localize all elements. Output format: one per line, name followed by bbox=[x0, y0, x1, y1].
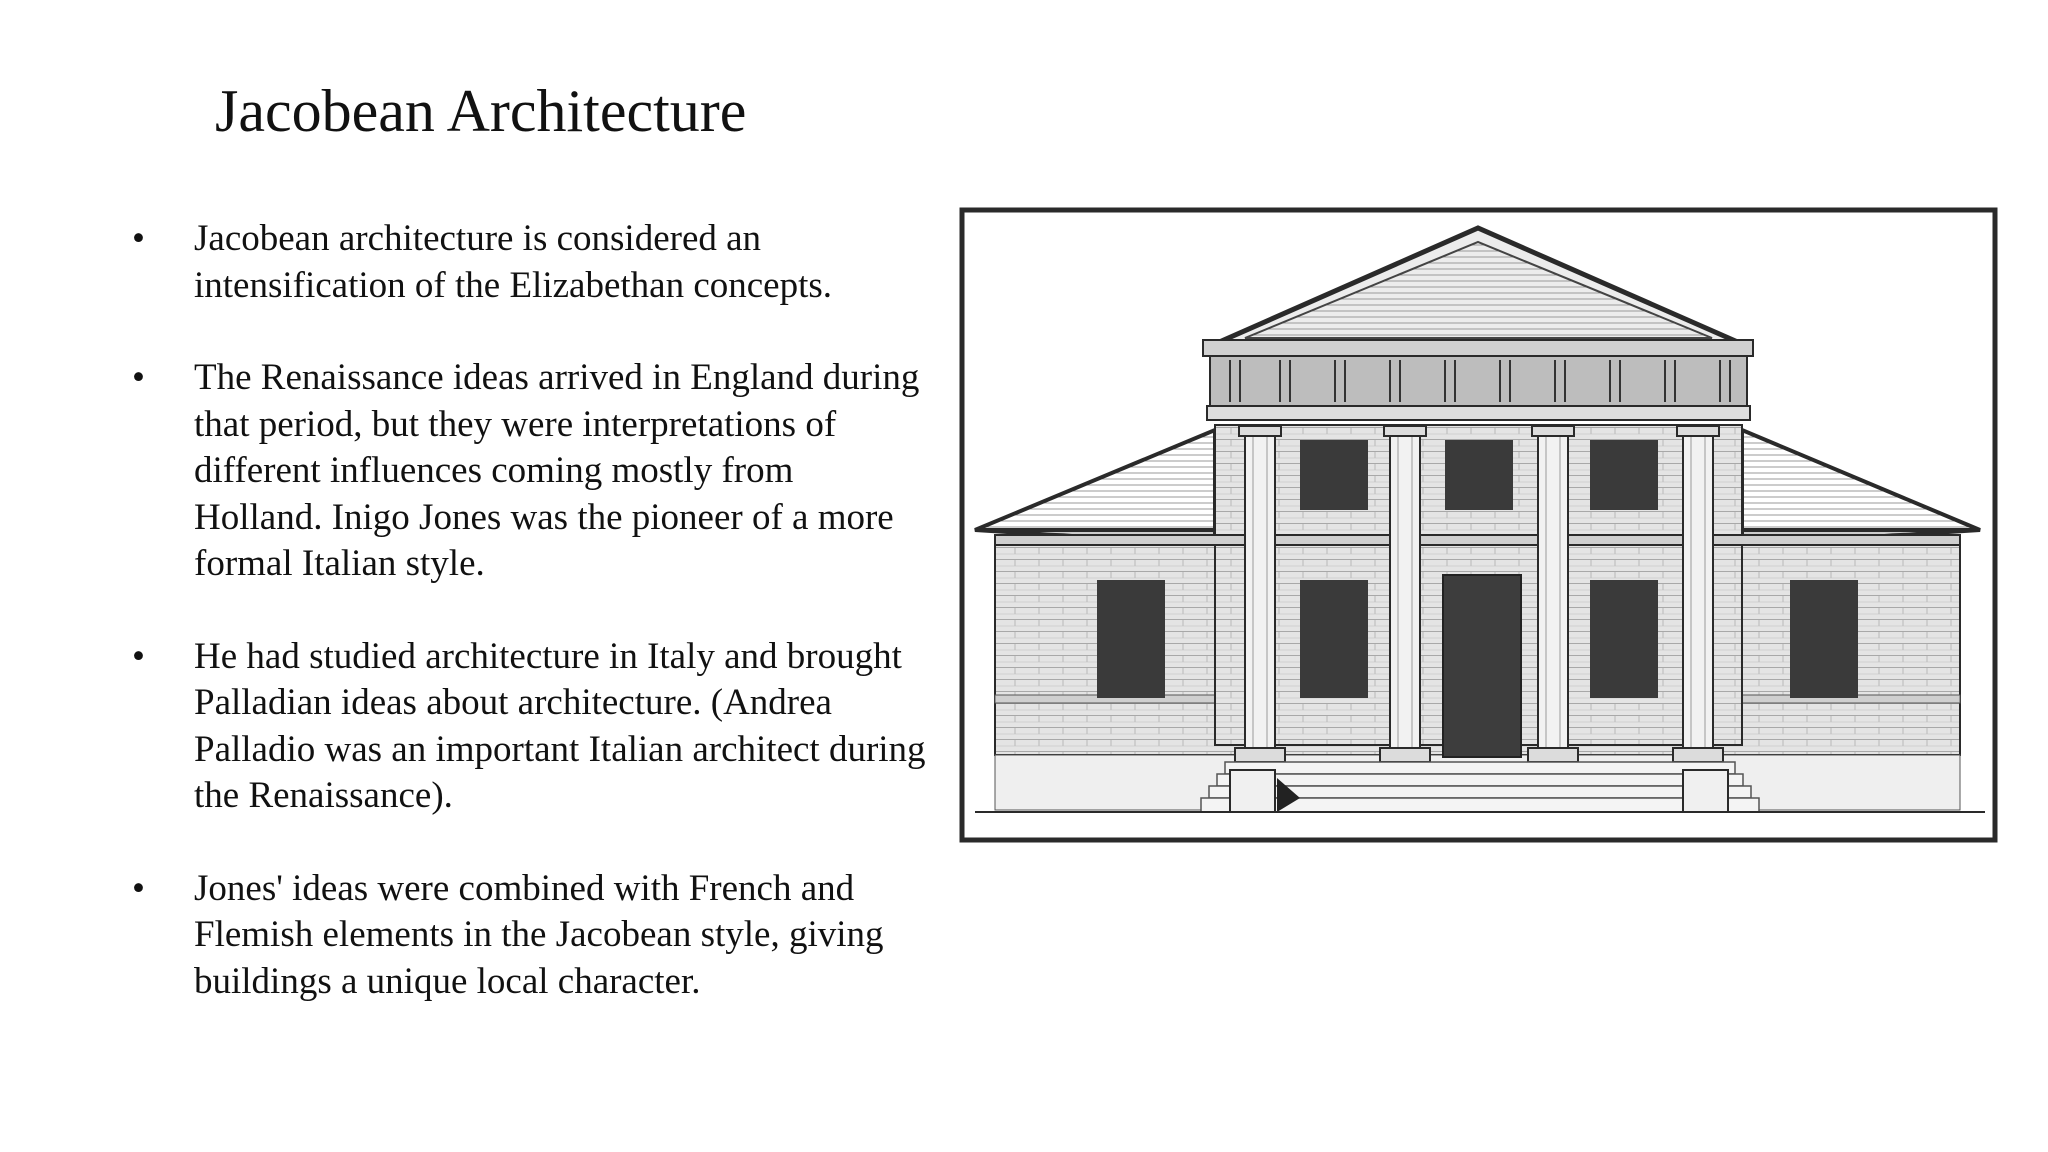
villa-facade-engraving bbox=[955, 200, 2005, 850]
bullet-text: He had studied architecture in Italy and brought Palladian ideas about architecture. (Andrea Palladio was an important Italian architect during the Renaissance). bbox=[194, 635, 926, 816]
slide-title: Jacobean Architecture bbox=[215, 78, 747, 144]
bullet-item bbox=[130, 355, 930, 588]
villa-facade-drawing bbox=[955, 200, 2005, 850]
bullet-text: The Renaissance ideas arrived in England during that period, but they were interpretations of different influences coming mostly from Holland. Inigo Jones was the pioneer of a more formal Italian style. bbox=[194, 357, 920, 584]
bullet-dot: • bbox=[132, 867, 145, 909]
column bbox=[1538, 432, 1568, 754]
bullet-text: Jones' ideas were combined with French and Flemish elements in the Jacobean style, giving buildings a unique local character. bbox=[194, 867, 884, 1002]
lower-window bbox=[1300, 580, 1368, 698]
upper-window bbox=[1590, 440, 1658, 510]
upper-window bbox=[1445, 440, 1513, 510]
bullet-text: Jacobean architecture is considered an intensification of the Elizabethan concepts. bbox=[194, 218, 833, 306]
column bbox=[1390, 432, 1420, 754]
lower-window bbox=[1790, 580, 1858, 698]
upper-window bbox=[1300, 440, 1368, 510]
lower-window bbox=[1097, 580, 1165, 698]
column bbox=[1683, 432, 1713, 754]
bullet-dot: • bbox=[132, 218, 145, 259]
bullet-item bbox=[130, 634, 930, 820]
front-door bbox=[1443, 575, 1521, 757]
column bbox=[1245, 432, 1275, 754]
bullet-item bbox=[130, 216, 930, 309]
lower-window bbox=[1590, 580, 1658, 698]
bullet-dot: • bbox=[132, 635, 145, 677]
bullet-list bbox=[130, 216, 930, 1051]
bullet-dot: • bbox=[132, 357, 145, 398]
bullet-item bbox=[130, 866, 930, 1006]
